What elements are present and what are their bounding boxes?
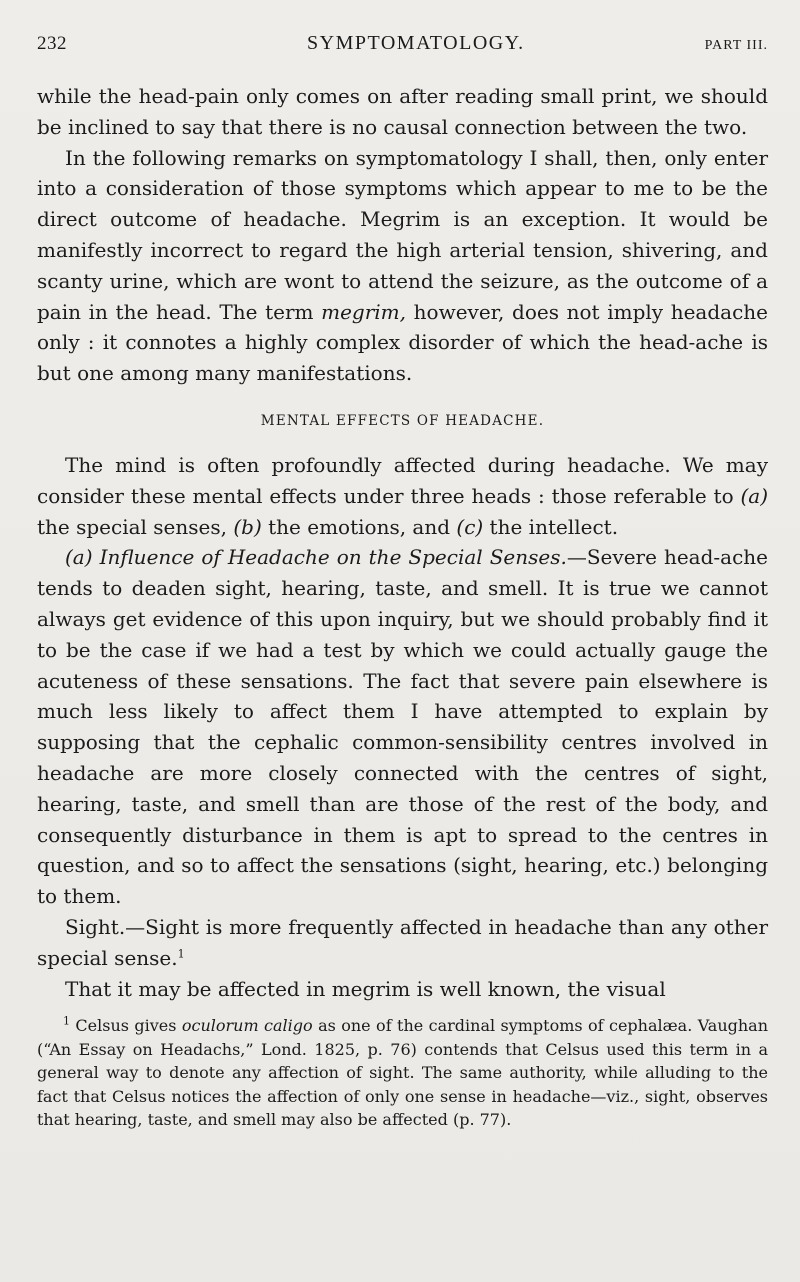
paragraph-text: the intellect. — [483, 514, 619, 539]
paragraph-text: the emotions, and — [261, 514, 457, 539]
paragraph-text: The mind is often profoundly affected during headache. We may consider these mental effects under three heads : those referable to — [37, 452, 768, 508]
footnote-italic-term: oculorum caligo — [181, 1016, 313, 1036]
italic-term: megrim, — [321, 299, 407, 324]
paragraph-sight — [37, 912, 768, 974]
footnote-reference[interactable]: 1 — [177, 947, 185, 961]
paragraph-text: Sight.—Sight is more frequently affected in headache than any other special sense. — [37, 914, 768, 970]
footnotes — [37, 1014, 768, 1132]
italic-marker: (c) — [456, 514, 484, 539]
subsection-title: Influence of Headache on the Special Senses. — [99, 545, 567, 570]
body-text — [37, 81, 768, 1004]
footnote-text: as one of the cardinal symptoms of cephalæa. Vaughan (“An Essay on Headachs,” Lond. 1825, p. 76) contends that Celsus used this term in a general way to denote any affection of sight. The same authority, while alluding to the fact that Celsus notices the affection of only one sense in headache—viz., sight, observes that hearing, taste, and smell may also be affected (p. 77). — [37, 1016, 769, 1130]
page-number: 232 — [37, 33, 67, 54]
paragraph-megrim-visual: That it may be affected in megrim is well known, the visual — [65, 976, 666, 1001]
paragraph-text: In the following remarks on symptomatology I shall, then, only enter into a consideration of those symptoms which appear to me to be the direct outcome of headache. Megrim is an exception. It would be manifestly incorrect to regard the high arterial tension, shivering, and scanty urine, which are wont to attend the seizure, as the outcome of a pain in the head. The term — [37, 145, 768, 324]
paragraph-continuation: while the head-pain only comes on after reading small print, we should be inclined to say that there is no causal connection between the two. — [37, 84, 768, 139]
running-head — [37, 0, 768, 62]
paragraph-mental-effects — [37, 450, 768, 542]
paragraph-symptomatology — [37, 143, 768, 389]
italic-marker: (a) — [65, 545, 93, 570]
footnote-marker: 1 — [63, 1014, 70, 1028]
paragraph-text: the special senses, — [37, 514, 234, 539]
footnote — [37, 1014, 768, 1132]
section-heading: MENTAL EFFECTS OF HEADACHE. — [260, 412, 545, 429]
paragraph-special-senses — [37, 542, 768, 912]
footnote-text: Celsus gives — [70, 1016, 182, 1036]
part-label: PART III. — [704, 38, 768, 53]
paragraph-text: —Severe head-ache tends to deaden sight, hearing, taste, and smell. It is true we cannot always get evidence of this upon inquiry, but we should probably find it to be the case if we had a test by which we could actually gauge the acuteness of these sensations. The fact that severe pain elsewhere is much less likely to affect them I have attempted to explain by supposing that the cephalic common-sensibility centres involved in headache are more closely connected with the centres of sight, hearing, taste, and smell than are those of the rest of the body, and consequently disturbance in them is apt to spread to the centres in question, and so to affect the sensations (sight, hearing, etc.) belonging to them. — [37, 545, 768, 909]
italic-marker: (b) — [233, 514, 262, 539]
italic-marker: (a) — [740, 483, 768, 508]
paragraph-text: however, does not imply headache only : it connotes a highly complex disorder of which the head-ache is but one among many manifestations. — [37, 299, 768, 386]
chapter-title: SYMPTOMATOLOGY. — [307, 32, 525, 54]
